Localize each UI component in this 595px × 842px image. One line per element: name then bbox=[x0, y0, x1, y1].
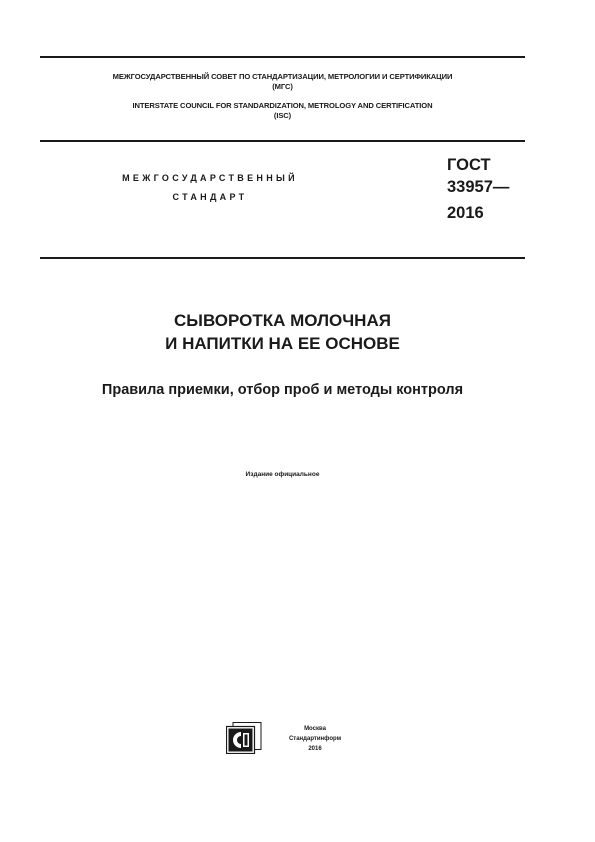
imprint-publisher: Стандартинформ bbox=[288, 736, 342, 742]
council-name-ru-text: МЕЖГОСУДАРСТВЕННЫЙ СОВЕТ ПО СТАНДАРТИЗАЦИИ, МЕТРОЛОГИИ И СЕРТИФИКАЦИИ bbox=[112, 72, 453, 81]
gost-number: 33957— bbox=[447, 178, 510, 196]
imprint-city: Москва bbox=[304, 726, 326, 732]
edition-note: Издание официальное bbox=[245, 471, 320, 478]
lower-divider bbox=[40, 257, 525, 259]
document-title-line2: И НАПИТКИ НА ЕЕ ОСНОВЕ bbox=[165, 334, 400, 353]
gost-year: 2016 bbox=[447, 204, 484, 222]
council-abbr-en: (ISC) bbox=[273, 111, 292, 120]
council-name-en-text: INTERSTATE COUNCIL FOR STANDARDIZATION, METROLOGY AND CERTIFICATION bbox=[132, 101, 433, 110]
gost-label: ГОСТ bbox=[447, 156, 491, 174]
standartinform-logo-icon bbox=[226, 722, 262, 754]
standard-kind-line1: МЕЖГОСУДАРСТВЕННЫЙ bbox=[122, 173, 298, 183]
standard-kind-line2: СТАНДАРТ bbox=[172, 192, 248, 202]
document-title-line1: СЫВОРОТКА МОЛОЧНАЯ bbox=[174, 311, 391, 330]
council-name-ru bbox=[40, 72, 525, 92]
imprint-year: 2016 bbox=[308, 746, 322, 752]
top-divider bbox=[40, 56, 525, 58]
council-name-en bbox=[40, 101, 525, 121]
document-subtitle: Правила приемки, отбор проб и методы контроля bbox=[101, 382, 464, 398]
middle-divider bbox=[40, 140, 525, 142]
council-abbr-ru: (МГС) bbox=[272, 82, 293, 91]
